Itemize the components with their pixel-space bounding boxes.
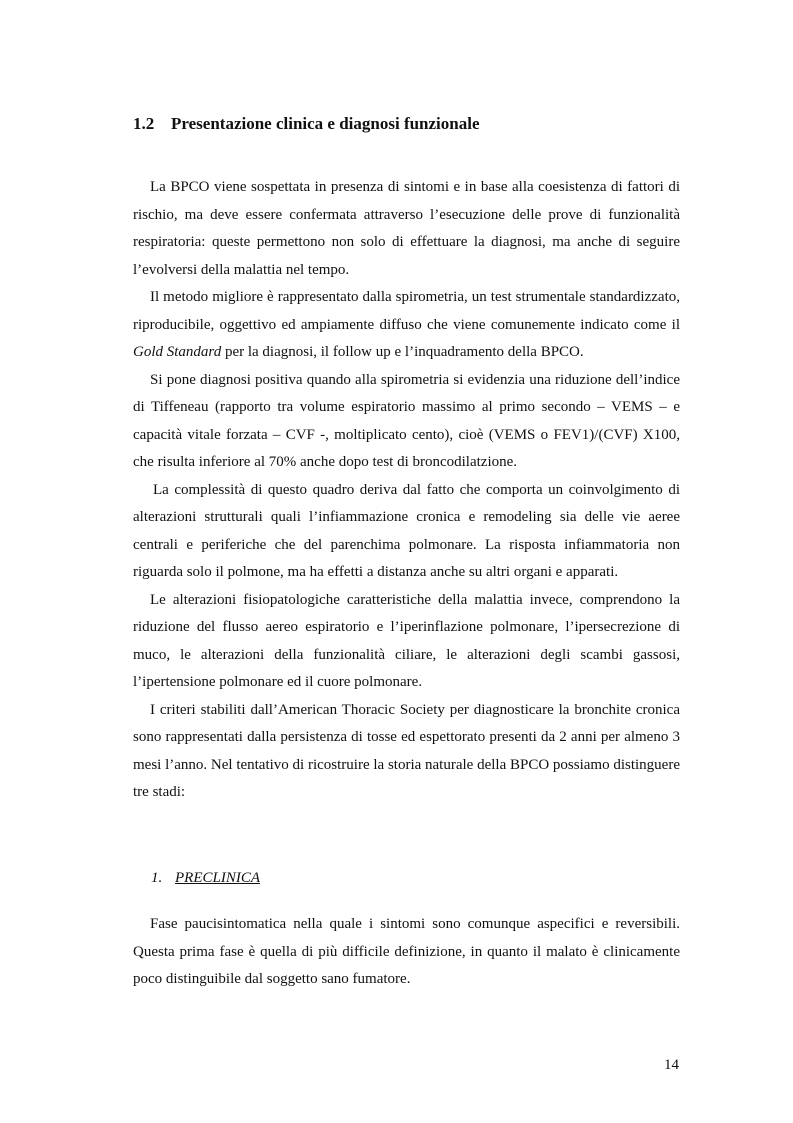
stage-title: PRECLINICA — [175, 870, 260, 886]
stage-paragraph: Fase paucisintomatica nella quale i sintomi sono comunque aspecifici e reversibili. Questa prima fase è quella di più difficile definizione, in quanto il malato è clinicamente poco distinguibile dal soggetto sano fumatore. — [133, 916, 680, 987]
paragraph-pathophysiology: Le alterazioni fisiopatologiche caratteristiche della malattia invece, comprendono la riduzione del flusso aereo espiratorio e l’iperinflazione polmonare, l’ipersecrezione di muco, le alterazioni della funzionalità ciliare, le alterazioni degli scambi gassosi, l’ipertensione polmonare ed il cuore polmonare. — [133, 591, 680, 690]
paragraph-spirometry-text-a: Il metodo migliore è rappresentato dalla spirometria, un test strumentale standardizzato, riproducibile, oggettivo ed ampiamente diffuso che viene comunemente indicato come il — [133, 289, 680, 333]
section-title: Presentazione clinica e diagnosi funzionale — [171, 114, 480, 133]
paragraph-diagnosis: Si pone diagnosi positiva quando alla spirometria si evidenzia una riduzione dell’indice di Tiffeneau (rapporto tra volume espiratorio massimo al primo secondo – VEMS – e capacità vitale forzata – CVF -, moltiplicato cento), cioè (VEMS o FEV1)/(CVF) X100, che risulta inferiore al 70% anche dopo test di broncodilatzione. — [133, 371, 680, 470]
body-text — [133, 174, 680, 807]
section-number: 1.2 — [133, 114, 155, 133]
paragraph-criteria: I criteri stabiliti dall’American Thoracic Society per diagnosticare la bronchite cronica sono rappresentati dalla persistenza di tosse ed espettorato presenti da 2 anni per almeno 3 mesi l’anno. Nel tentativo di ricostruire la storia naturale della BPCO possiamo distinguere tre stadi: — [133, 701, 680, 800]
section-heading — [133, 114, 480, 134]
paragraph-complexity: La complessità di questo quadro deriva dal fatto che comporta un coinvolgimento di alterazioni strutturali quali l’infiammazione cronica e remodeling sia delle vie aeree centrali e periferiche che del parenchima polmonare. La risposta infiammatoria non riguarda solo il polmone, ma ha effetti a distanza anche su altri organi e apparati. — [133, 481, 680, 580]
stage-number: 1. — [151, 870, 163, 886]
page-number: 14 — [664, 1057, 679, 1073]
paragraph-spirometry — [133, 284, 680, 367]
stage-body — [133, 911, 680, 994]
stage-heading — [151, 870, 260, 887]
paragraph-intro: La BPCO viene sospettata in presenza di sintomi e in base alla coesistenza di fattori di rischio, ma deve essere confermata attraverso l’esecuzione delle prove di funzionalità respiratoria: queste permettono non solo di effettuare la diagnosi, ma anche di seguire l’evolversi della malattia nel tempo. — [133, 179, 680, 278]
gold-standard-term: Gold Standard — [133, 344, 222, 360]
paragraph-spirometry-text-b: per la diagnosi, il follow up e l’inquadramento della BPCO. — [224, 344, 584, 360]
